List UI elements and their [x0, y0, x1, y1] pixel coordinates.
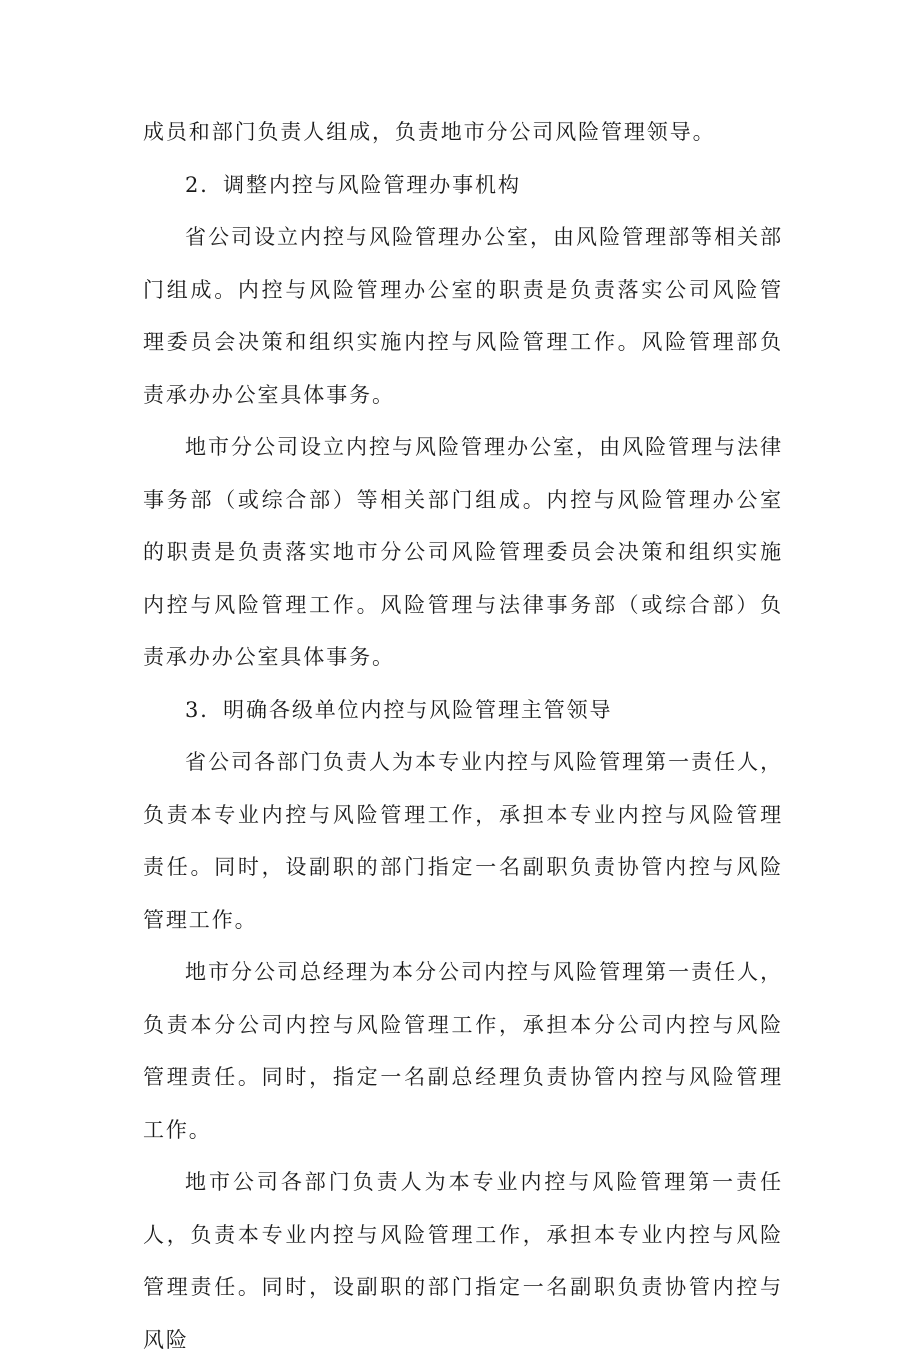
paragraph-branch-manager: 地市分公司总经理为本分公司内控与风险管理第一责任人，负责本分公司内控与风险管理工作，承担本分公司内控与风险管理责任。同时，指定一名副总经理负责协管内控与风险管理工作。 — [143, 960, 783, 1142]
paragraph-branch-office: 地市分公司设立内控与风险管理办公室，由风险管理与法律事务部（或综合部）等相关部门组成。内控与风险管理办公室的职责是负责落实地市分公司风险管理委员会决策和组织实施内控与风险管理工作。风险管理与法律事务部（或综合部）负责承办办公室具体事务。 — [143, 435, 783, 669]
paragraph-branch-departments: 地市公司各部门负责人为本专业内控与风险管理第一责任人，负责本专业内控与风险管理工作，承担本专业内控与风险管理责任。同时，设副职的部门指定一名副职负责协管内控与风险 — [143, 1170, 783, 1352]
section-heading-3: 3．明确各级单位内控与风险管理主管领导 — [185, 697, 613, 722]
paragraph-provincial-departments: 省公司各部门负责人为本专业内控与风险管理第一责任人，负责本专业内控与风险管理工作，承担本专业内控与风险管理责任。同时，设副职的部门指定一名副职负责协管内控与风险管理工作。 — [143, 750, 783, 932]
document-body — [143, 106, 783, 1366]
paragraph-continuation: 成员和部门负责人组成，负责地市分公司风险管理领导。 — [143, 120, 716, 144]
section-heading-2: 2．调整内控与风险管理办事机构 — [185, 172, 521, 197]
paragraph-provincial-office: 省公司设立内控与风险管理办公室，由风险管理部等相关部门组成。内控与风险管理办公室的职责是负责落实公司风险管理委员会决策和组织实施内控与风险管理工作。风险管理部负责承办办公室具体事务。 — [143, 225, 783, 407]
